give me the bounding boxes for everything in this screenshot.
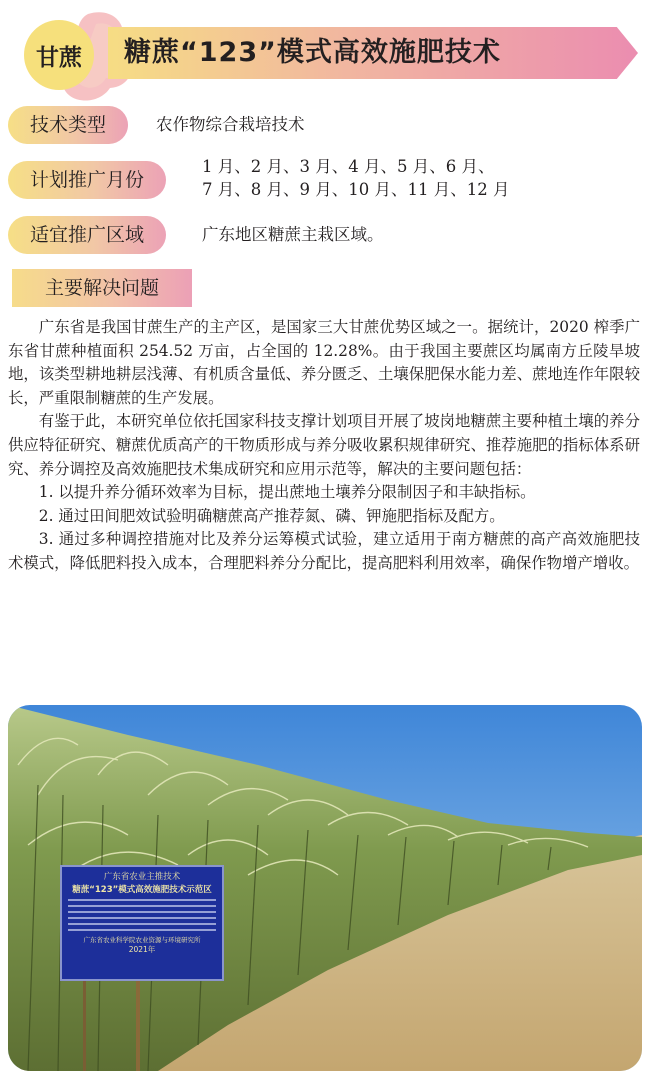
sign-body-lines [68, 899, 216, 931]
sign-line-1: 广东省农业主推技术 [103, 872, 181, 882]
sign-post-right [136, 977, 140, 1071]
page-title: 糖蔗“123”模式高效施肥技术 [124, 37, 501, 68]
region-label: 适宜推广区域 [8, 216, 166, 254]
tech-type-value: 农作物综合栽培技术 [156, 115, 305, 134]
sugarcane-field-photo [8, 705, 642, 1071]
section-title: 主要解决问题 [12, 269, 192, 307]
list-item-2: 2. 通过田间肥效试验明确糖蔗高产推荐氮、磷、钾施肥指标及配方。 [38, 506, 505, 525]
crop-badge [24, 20, 94, 90]
sign-organization: 广东省农业科学院农业资源与环境研究所 [83, 936, 201, 944]
region-value: 广东地区糖蔗主栽区域。 [202, 225, 384, 244]
list-item-1: 1. 以提升养分循环效率为目标，提出蔗地土壤养分限制因子和丰缺指标。 [38, 483, 536, 502]
months-value-line2: 7 月、8 月、9 月、10 月、11 月、12 月 [202, 180, 510, 199]
months-value-line1: 1 月、2 月、3 月、4 月、5 月、6 月、 [202, 157, 495, 176]
paragraph-1: 广东省是我国甘蔗生产的主产区，是国家三大甘蔗优势区域之一。据统计，2020 榨季广东省甘蔗种植面积 254.52 万亩，占全国的 12.28%。由于我国主要蔗区均属南方丘陵旱坡地，该类型耕地耕层浅薄、有机质含量低、养分匮乏、土壤保肥保水能力差、蔗地连作年限较长，严重限制糖蔗的生产发展。 [8, 318, 640, 407]
demonstration-sign [60, 865, 224, 981]
page-header [0, 0, 648, 110]
section-body [8, 316, 640, 576]
crop-label: 甘蔗 [36, 44, 82, 71]
tech-type-label: 技术类型 [8, 106, 128, 144]
paragraph-2: 有鉴于此，本研究单位依托国家科技支撑计划项目开展了坡岗地糖蔗主要种植土壤的养分供应特征研究、糖蔗优质高产的干物质形成与养分吸收累积规律研究、推荐施肥的指标体系研究、养分调控及高效施肥技术集成研究和应用示范等，解决的主要问题包括： [8, 412, 640, 478]
sign-post-left [83, 977, 86, 1071]
months-label: 计划推广月份 [8, 161, 166, 199]
sign-line-2: 糖蔗“123”模式高效施肥技术示范区 [72, 885, 212, 895]
sign-year: 2021年 [128, 945, 156, 954]
list-item-3: 3. 通过多种调控措施对比及养分运筹模式试验，建立适用于南方糖蔗的高产高效施肥技术模式，降低肥料投入成本，合理肥料养分分配比，提高肥料利用效率，确保作物增产增收。 [8, 530, 640, 572]
